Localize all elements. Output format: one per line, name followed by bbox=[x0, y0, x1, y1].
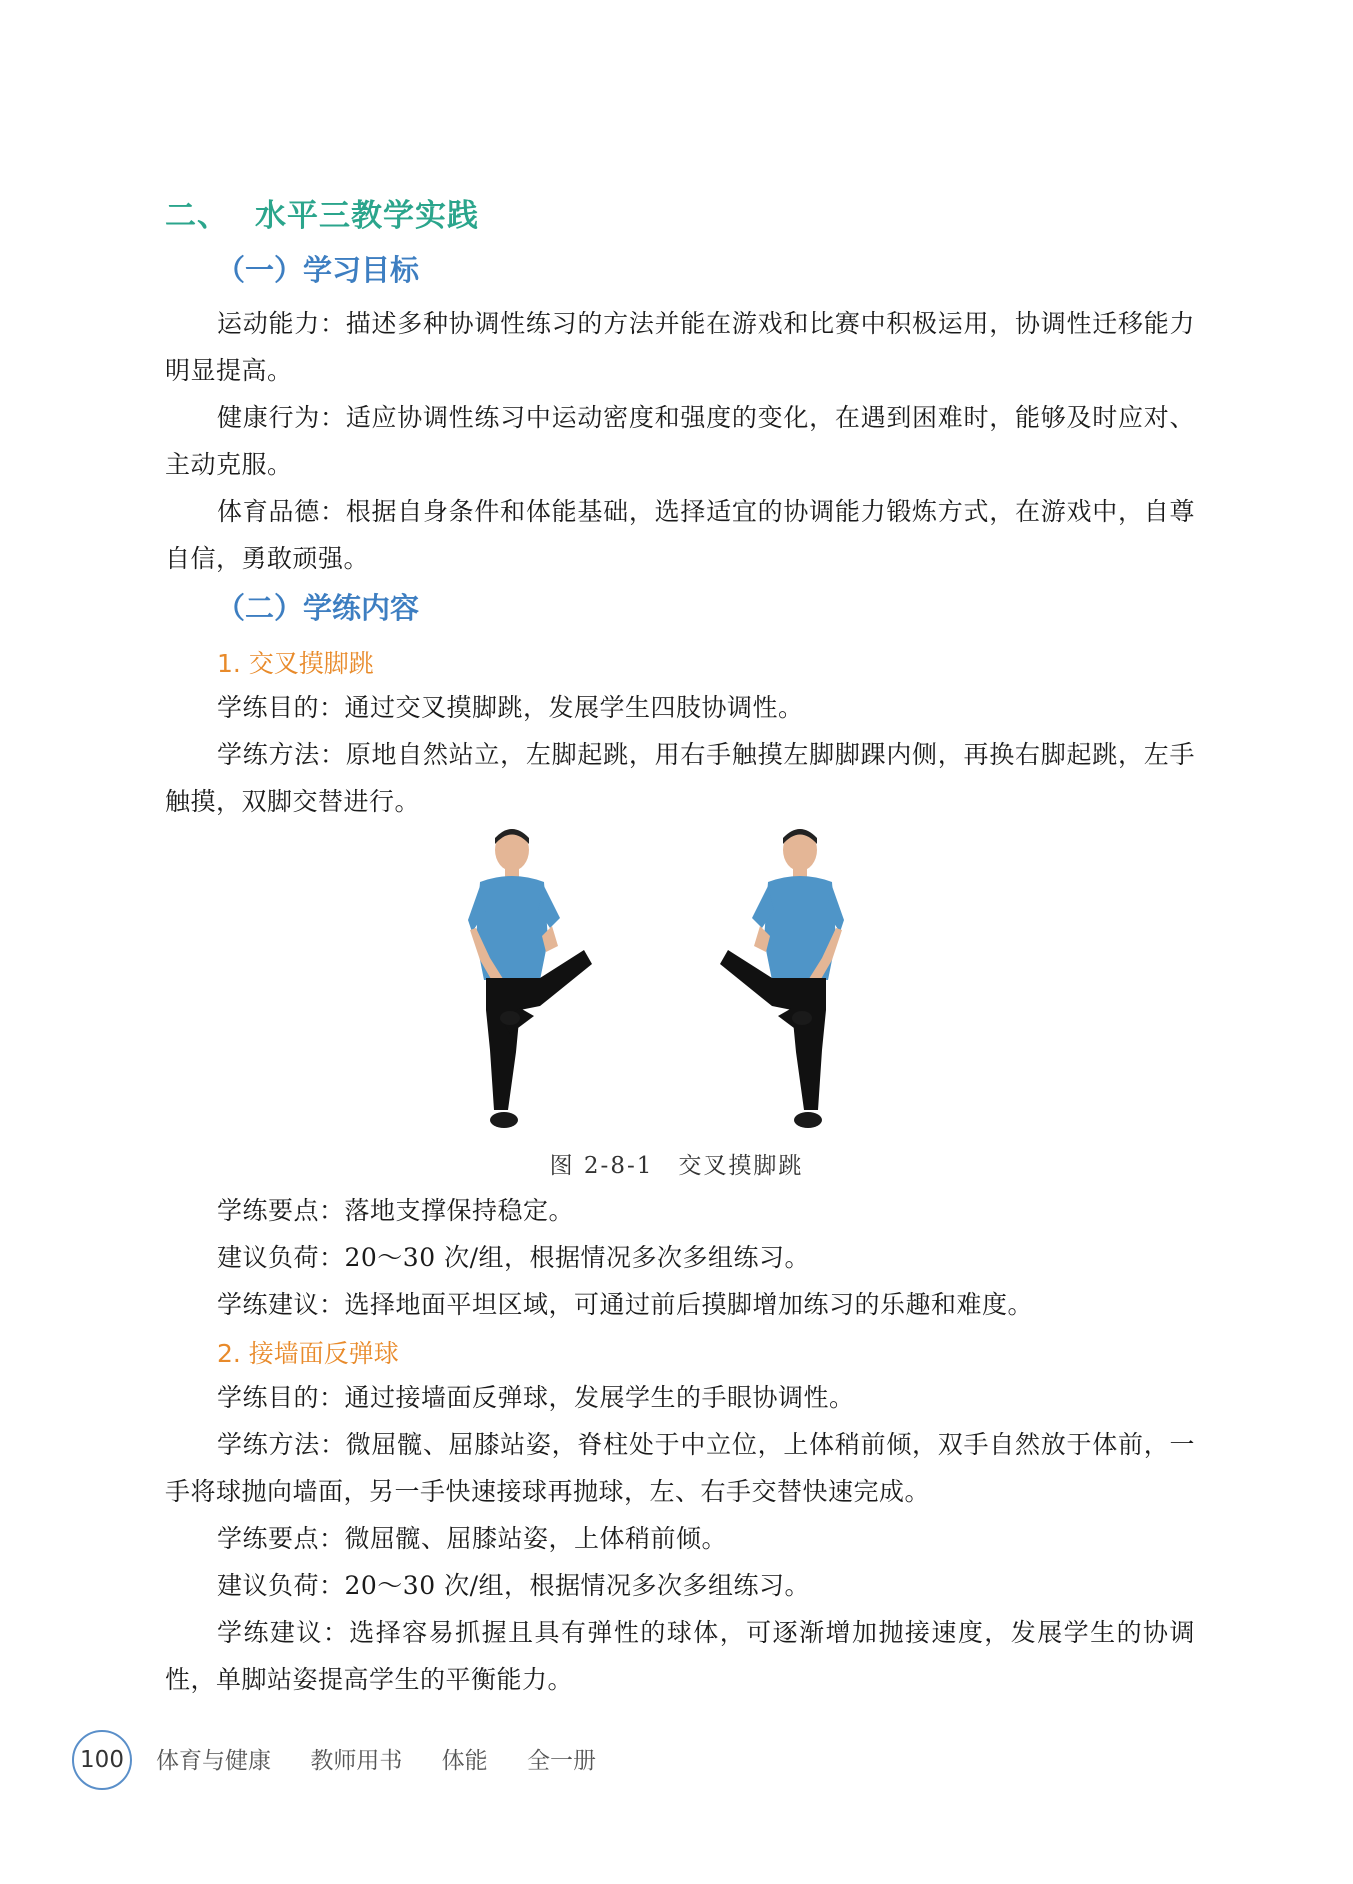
item1-keypoint: 学练要点：落地支撑保持稳定。 bbox=[217, 1196, 575, 1225]
item2-keypoint: 学练要点：微屈髋、屈膝站姿，上体稍前倾。 bbox=[217, 1524, 728, 1553]
goal-motor: 运动能力：描述多种协调性练习的方法并能在游戏和比赛中积极运用，协调性迁移能力明显提高。 bbox=[165, 309, 1195, 385]
athlete-pose-left bbox=[468, 829, 592, 1128]
item2-load: 建议负荷：20～30 次/组，根据情况多次多组练习。 bbox=[217, 1571, 810, 1600]
item1-method: 学练方法：原地自然站立，左脚起跳，用右手触摸左脚脚踝内侧，再换右脚起跳，左手触摸，双脚交替进行。 bbox=[165, 740, 1195, 816]
footer-book-kind: 教师用书 bbox=[310, 1748, 403, 1774]
item1-load: 建议负荷：20～30 次/组，根据情况多次多组练习。 bbox=[217, 1243, 810, 1272]
figure-cross-touch-jump bbox=[450, 820, 930, 1140]
athlete-pose-right bbox=[720, 829, 844, 1128]
footer-book-info bbox=[156, 1742, 618, 1775]
item2-advice: 学练建议：选择容易抓握且具有弹性的球体，可逐渐增加抛接速度，发展学生的协调性，单脚站姿提高学生的平衡能力。 bbox=[165, 1618, 1195, 1694]
item1-advice: 学练建议：选择地面平坦区域，可通过前后摸脚增加练习的乐趣和难度。 bbox=[217, 1290, 1034, 1319]
figure-illustration bbox=[450, 820, 930, 1140]
footer-volume: 全一册 bbox=[526, 1748, 596, 1774]
item2-purpose: 学练目的：通过接墙面反弹球，发展学生的手眼协调性。 bbox=[217, 1383, 855, 1412]
section-heading bbox=[165, 190, 479, 235]
item1-purpose: 学练目的：通过交叉摸脚跳，发展学生四肢协调性。 bbox=[217, 693, 804, 722]
figure-caption: 图 2-8-1 交叉摸脚跳 bbox=[549, 1153, 804, 1179]
page-number: 100 bbox=[72, 1730, 132, 1790]
subsection-heading-content: （二）学练内容 bbox=[216, 591, 420, 625]
item2-title: 2. 接墙面反弹球 bbox=[217, 1339, 399, 1368]
section-title: 水平三教学实践 bbox=[255, 198, 479, 234]
item2-method: 学练方法：微屈髋、屈膝站姿，脊柱处于中立位，上体稍前倾，双手自然放于体前，一手将球抛向墙面，另一手快速接球再抛球，左、右手交替快速完成。 bbox=[165, 1430, 1195, 1506]
subsection-heading-goals: （一）学习目标 bbox=[216, 253, 420, 287]
section-number: 二、 bbox=[165, 198, 229, 234]
goal-health: 健康行为：适应协调性练习中运动密度和强度的变化，在遇到困难时，能够及时应对、主动克服。 bbox=[165, 403, 1195, 479]
footer-subject: 体能 bbox=[441, 1748, 488, 1774]
item1-title: 1. 交叉摸脚跳 bbox=[217, 649, 374, 678]
footer-book-title: 体育与健康 bbox=[156, 1748, 271, 1774]
goal-ethics: 体育品德：根据自身条件和体能基础，选择适宜的协调能力锻炼方式，在游戏中，自尊自信，勇敢顽强。 bbox=[165, 497, 1195, 573]
